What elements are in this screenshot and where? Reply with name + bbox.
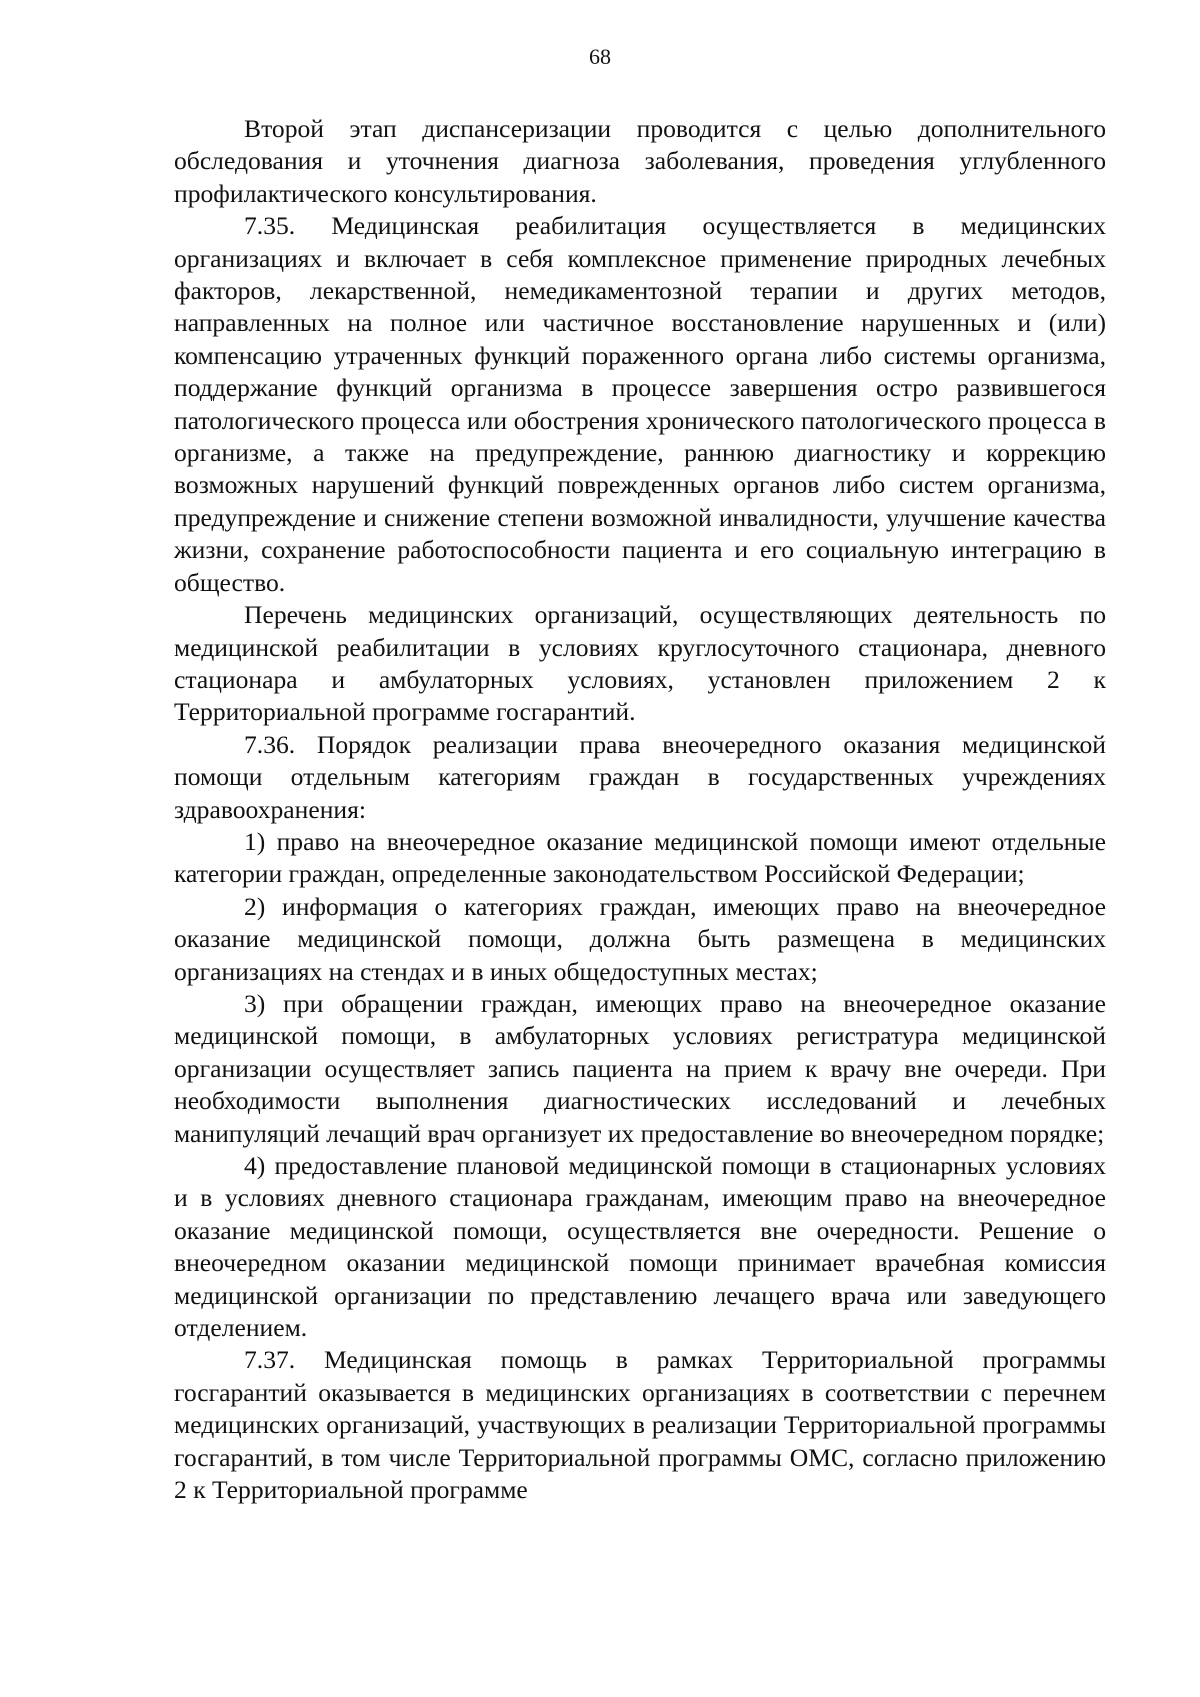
paragraph-7-37: 7.37. Медицинская помощь в рамках Территориальной программы госгарантий оказывается в медицинских организациях в соответствии с перечнем медицинских организаций, участвующих в реализации Территориальной программы госгарантий, в том числе Территориальной программы ОМС, согласно приложению 2 к Территориальной программе [174,1345,1106,1505]
list-item-3: 3) при обращении граждан, имеющих право на внеочередное оказание медицинской помощи, в амбулаторных условиях регистратура медицинской организации осуществляет запись пациента на прием к врачу вне очереди. При необходимости выполнения диагностических исследований и лечебных манипуляций лечащий врач организует их предоставление во внеочередном порядке; [174,988,1106,1148]
document-body [174,113,1106,1506]
list-item-1: 1) право на внеочередное оказание медицинской помощи имеют отдельные категории граждан, определенные законодательством Российской Федерации; [174,826,1106,889]
paragraph-7-36: 7.36. Порядок реализации права внеочередного оказания медицинской помощи отдельным категориям граждан в государственных учреждениях здравоохранения: [174,729,1106,824]
paragraph-second-stage: Второй этап диспансеризации проводится с целью дополнительного обследования и уточнения диагноза заболевания, проведения углубленного профилактического консультирования. [174,114,1106,208]
list-item-4: 4) предоставление плановой медицинской помощи в стационарных условиях и в условиях дневного стационара гражданам, имеющим право на внеочередное оказание медицинской помощи, осуществляется вне очередности. Решение о внеочередном оказании медицинской помощи принимает врачебная комиссия медицинской организации по представлению лечащего врача или заведующего отделением. [174,1151,1106,1343]
paragraph-rehab-list: Перечень медицинских организаций, осуществляющих деятельность по медицинской реабилитации в условиях круглосуточного стационара, дневного стационара и амбулаторных условиях, установлен приложением 2 к Территориальной программе госгарантий. [174,600,1106,727]
paragraph-7-35: 7.35. Медицинская реабилитация осуществляется в медицинских организациях и включает в себя комплексное применение природных лечебных факторов, лекарственной, немедикаментозной терапии и других методов, направленных на полное или частичное восстановление нарушенных и (или) компенсацию утраченных функций пораженного органа либо системы организма, поддержание функций организма в процессе завершения остро развившегося патологического процесса или обострения хронического патологического процесса в организме, а также на предупреждение, раннюю диагностику и коррекцию возможных нарушений функций поврежденных органов либо систем организма, предупреждение и снижение степени возможной инвалидности, улучшение качества жизни, сохранение работоспособности пациента и его социальную интеграцию в общество. [174,211,1106,597]
page-number: 68 [589,44,611,69]
list-item-2: 2) информация о категориях граждан, имеющих право на внеочередное оказание медицинской помощи, должна быть размещена в медицинских организациях на стендах и в иных общедоступных местах; [174,891,1106,986]
